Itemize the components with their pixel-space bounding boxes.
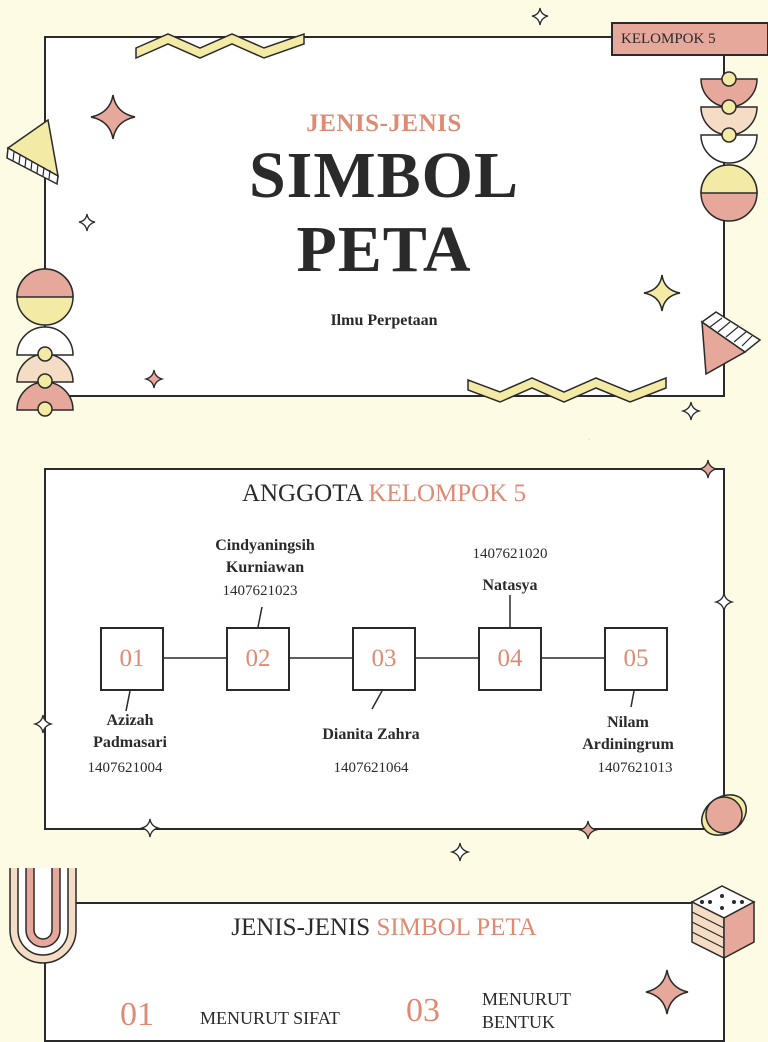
title-kicker: JENIS-JENIS [306,110,462,137]
member-number-box: 01 [100,627,164,691]
sparkle-icon [646,970,688,1014]
types-heading-plain: JENIS-JENIS [231,914,377,941]
member-name-line: Cindyaningsih [215,537,315,554]
zigzag-bottom-icon [468,378,666,402]
types-heading-accent: SIMBOL PETA [376,914,537,941]
type-label: MENURUT SIFAT [200,1008,340,1028]
member-name: Dianita Zahra [322,726,420,743]
type-number: 01 [120,996,154,1033]
page-title-line1: SIMBOL [248,139,520,212]
planet-icon [694,786,754,843]
members-heading-plain: ANGGOTA [241,480,369,507]
zigzag-top-icon [136,34,304,58]
types-heading [0,914,768,942]
sparkle-small-icon [142,819,158,837]
types-slide-decorations [0,860,768,1024]
members-heading [0,480,768,508]
member-name [560,712,696,756]
member-number-box: 03 [352,627,416,691]
stacked-semicircles-icon [17,269,73,416]
sparkle-small-icon [700,460,716,478]
member-name-line: Ardiningrum [582,736,674,753]
sparkle-small-icon [35,715,51,733]
sparkle-small-icon [532,8,548,25]
member-name [60,710,200,754]
course-name: Ilmu Perpetaan [330,312,438,329]
sparkle-small-icon [683,402,699,420]
member-name: Natasya [482,577,538,594]
member-name [185,535,345,579]
type-label-line: MENURUT [482,989,571,1009]
member-number-box: 02 [226,627,290,691]
member-name-line: Kurniawan [225,559,305,576]
member-number-box: 04 [478,627,542,691]
group-tag: KELOMPOK 5 [611,22,768,56]
member-number-box: 05 [604,627,668,691]
member-id: 1407621013 [597,760,673,776]
member-name-line: Nilam [607,714,649,731]
members-heading-accent: KELOMPOK 5 [368,480,527,507]
type-label [482,988,571,1034]
type-number: 03 [406,992,440,1029]
sparkle-small-icon [716,593,732,611]
member-id: 1407621023 [222,583,298,599]
sparkle-small-icon [452,843,468,861]
member-name-line: Azizah [106,712,154,729]
member-id: 1407621020 [472,546,548,562]
member-id: 1407621064 [333,760,409,776]
page-title-line2: PETA [296,213,472,286]
member-id: 1407621004 [87,760,163,776]
sparkle-small-icon [146,370,162,388]
type-label-line: BENTUK [482,1012,555,1032]
sparkle-small-icon [580,821,596,839]
member-name-line: Padmasari [93,734,167,751]
